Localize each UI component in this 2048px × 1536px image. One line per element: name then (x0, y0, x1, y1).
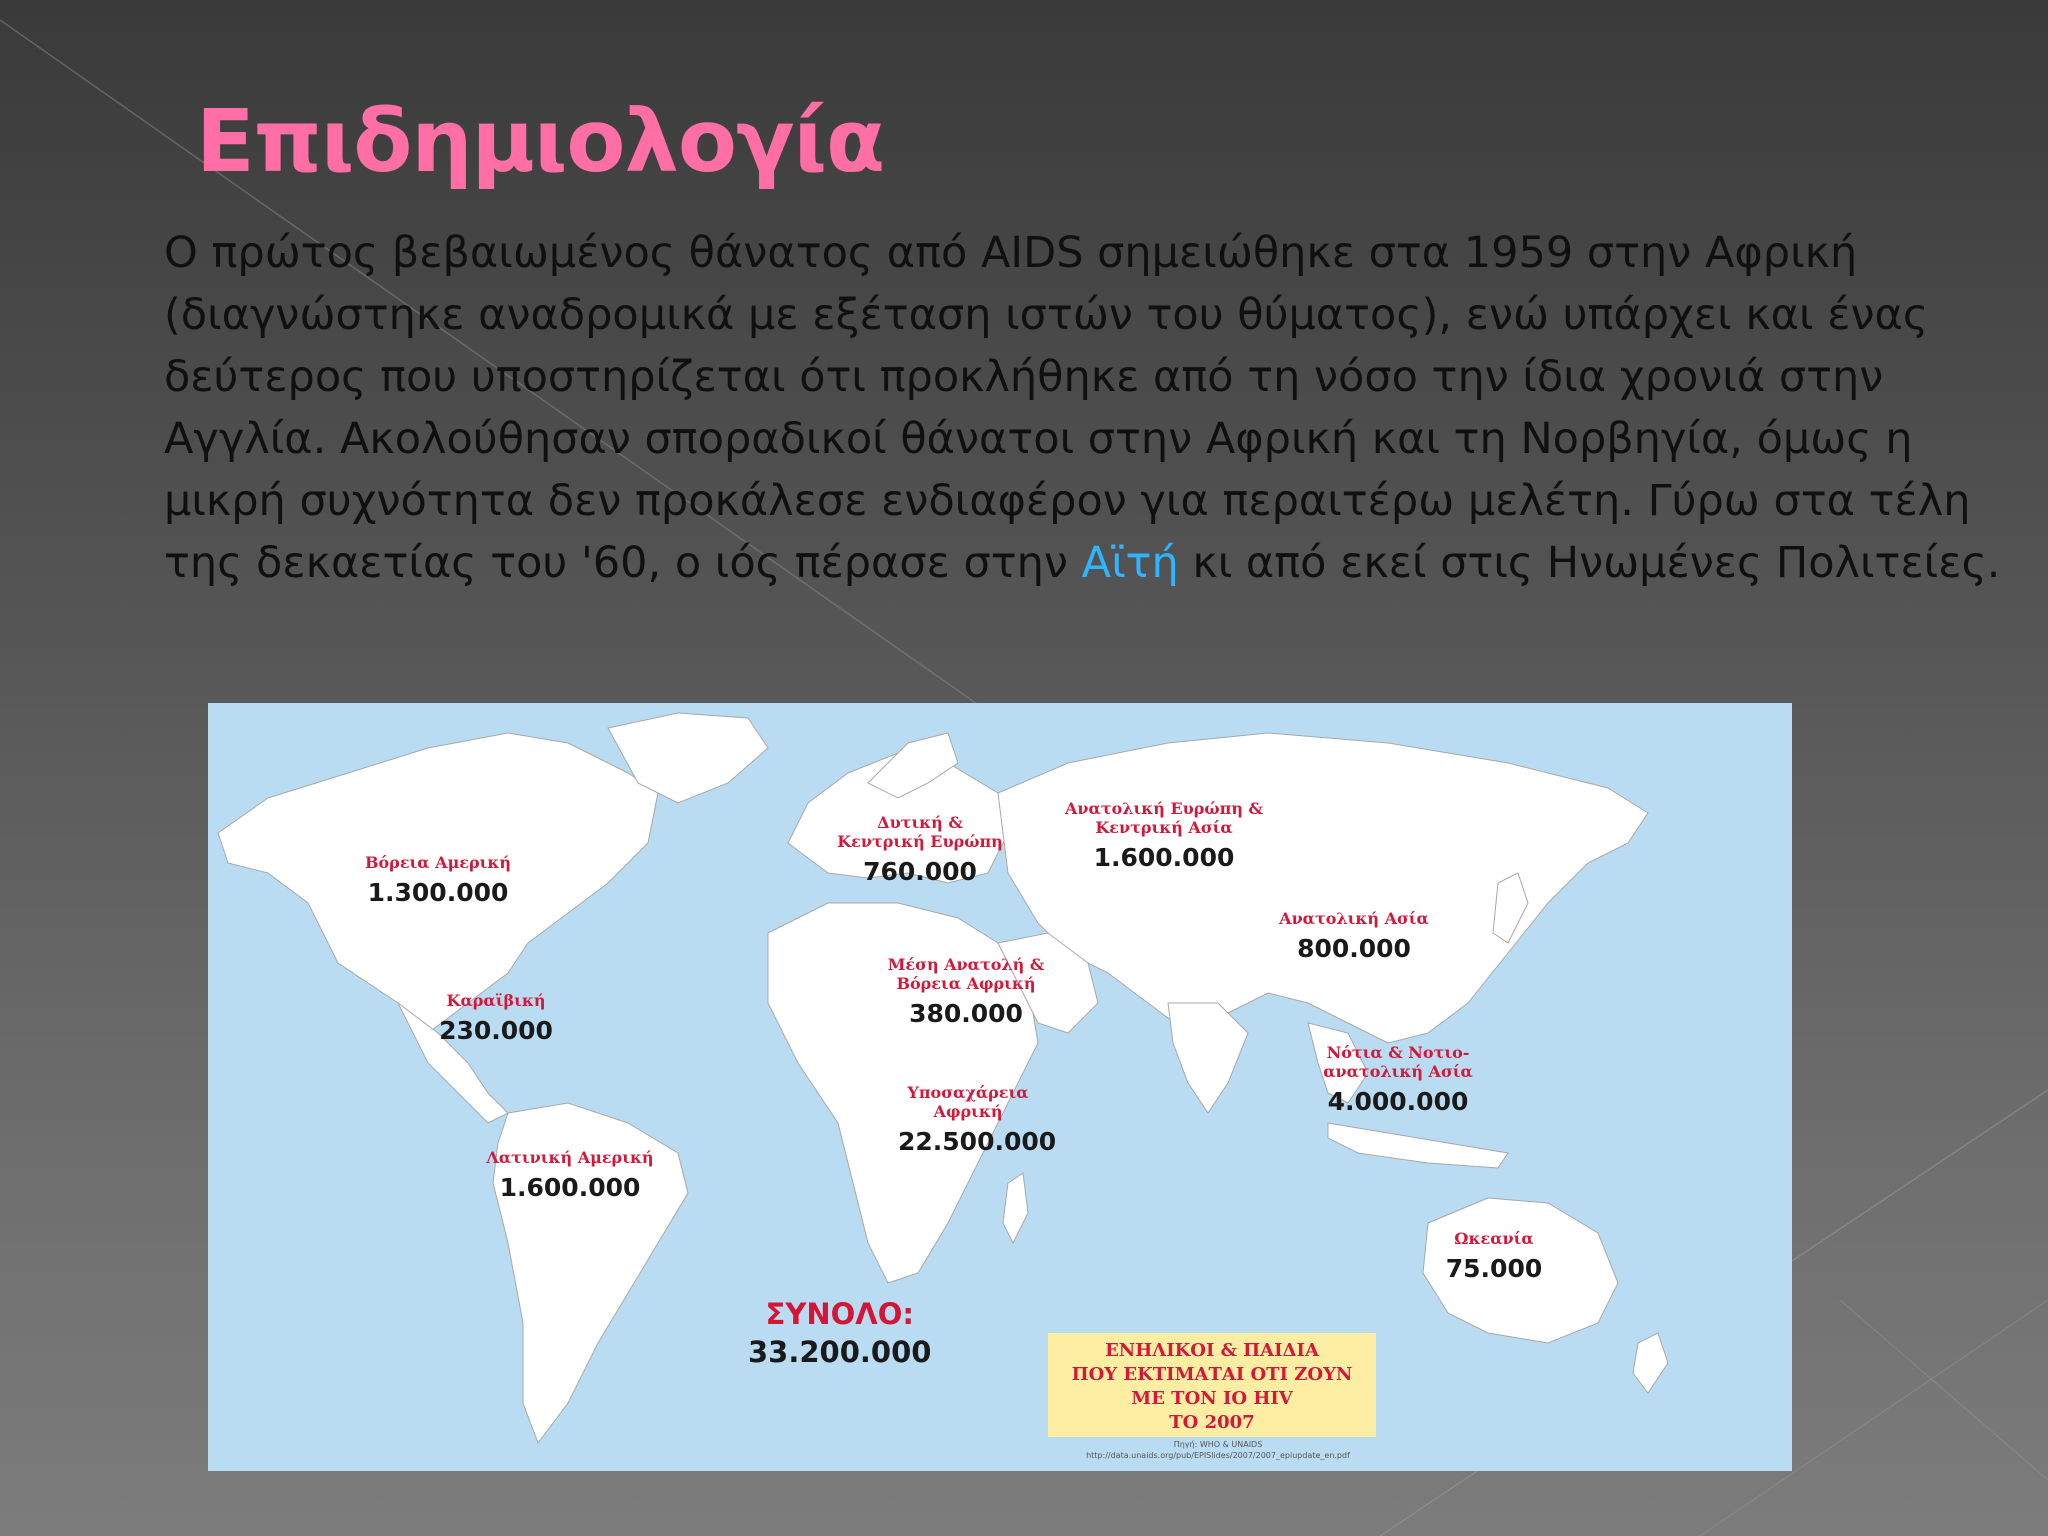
region-caribbean (439, 991, 553, 1048)
region-name: Δυτική & Κεντρική Ευρώπη (837, 813, 1003, 851)
slide-title: Επιδημιολογία (196, 92, 885, 192)
region-name: Ανατολική Ασία (1279, 909, 1429, 928)
region-value: 4.000.000 (1327, 1087, 1469, 1116)
region-value: 22.500.000 (898, 1127, 1057, 1156)
map-source (1008, 1439, 1428, 1461)
region-western-central-europe (835, 813, 1005, 889)
region-latin-america (486, 1148, 653, 1205)
legend-line: ΕΝΗΛΙΚΟΙ & ΠΑΙΔΙΑ (1105, 1340, 1319, 1361)
region-east-asia (1279, 909, 1429, 966)
source-line: Πηγή: WHO & UNAIDS (1173, 1440, 1263, 1449)
region-oceania (1446, 1229, 1542, 1286)
region-value: 380.000 (909, 999, 1023, 1028)
region-value: 760.000 (863, 857, 977, 886)
region-name: Υποσαχάρεια Αφρική (907, 1083, 1029, 1121)
legend-line: ΠΟΥ ΕΚΤΙΜΑΤΑΙ ΟΤΙ ΖΟΥΝ (1071, 1364, 1353, 1385)
region-south-southeast-asia (1313, 1043, 1483, 1119)
total-value: 33.200.000 (748, 1335, 932, 1369)
world-hiv-map (208, 703, 1792, 1471)
region-name: Νότια & Νοτιο-ανατολική Ασία (1323, 1043, 1473, 1081)
region-name: Ωκεανία (1454, 1229, 1534, 1248)
region-name: Καραϊβική (446, 991, 546, 1010)
region-north-america (365, 853, 511, 910)
source-url: http://data.unaids.org/pub/EPISlides/2007/2007_epiupdate_en.pdf (1086, 1451, 1350, 1460)
legend-box (1048, 1333, 1376, 1437)
region-value: 1.300.000 (367, 878, 509, 907)
total-block (748, 1297, 931, 1369)
region-value: 230.000 (439, 1016, 553, 1045)
region-name: Λατινική Αμερική (486, 1148, 654, 1167)
region-sub-saharan-africa (898, 1083, 1057, 1159)
region-name: Ανατολική Ευρώπη & Κεντρική Ασία (1065, 799, 1263, 837)
body-text-main: Ο πρώτος βεβαιωμένος θάνατος από AIDS σημειώθηκε στα 1959 στην Αφρική (διαγνώστηκε αναδρομικά με εξέταση ιστών του θύματος), ενώ υπάρχει και ένας δεύτερος που υποστηρίζεται ότι προκλήθηκε από τη νόσο την ίδια χρονιά στην Αγγλία. Ακολούθησαν σποραδικοί θάνατοι στην Αφρική και τη Νορβηγία, όμως η μικρή συχνότητα δεν προκάλεσε ενδιαφέρον για περαιτέρω μελέτη. Γύρω στα τέλη της δεκαετίας του '60, ο ιός πέρασε στην (164, 228, 1971, 588)
legend-line: ΜΕ ΤΟΝ ΙΟ HIV (1131, 1388, 1293, 1409)
total-label: ΣΥΝΟΛΟ: (765, 1297, 914, 1331)
region-value: 75.000 (1445, 1254, 1543, 1283)
region-name: Μέση Ανατολή & Βόρεια Αφρική (887, 955, 1045, 993)
region-eastern-europe-central-asia (1059, 799, 1269, 875)
region-value: 1.600.000 (499, 1173, 641, 1202)
region-middle-east-north-africa (876, 955, 1056, 1031)
region-value: 1.600.000 (1093, 843, 1235, 872)
slide-body-text (164, 222, 2034, 594)
region-value: 800.000 (1297, 934, 1411, 963)
region-name: Βόρεια Αμερική (364, 853, 512, 872)
haiti-link[interactable]: Αϊτή (1081, 538, 1179, 588)
legend-line: ΤΟ 2007 (1169, 1412, 1255, 1433)
body-text-end: κι από εκεί στις Ηνωμένες Πολιτείες. (1178, 538, 2001, 588)
